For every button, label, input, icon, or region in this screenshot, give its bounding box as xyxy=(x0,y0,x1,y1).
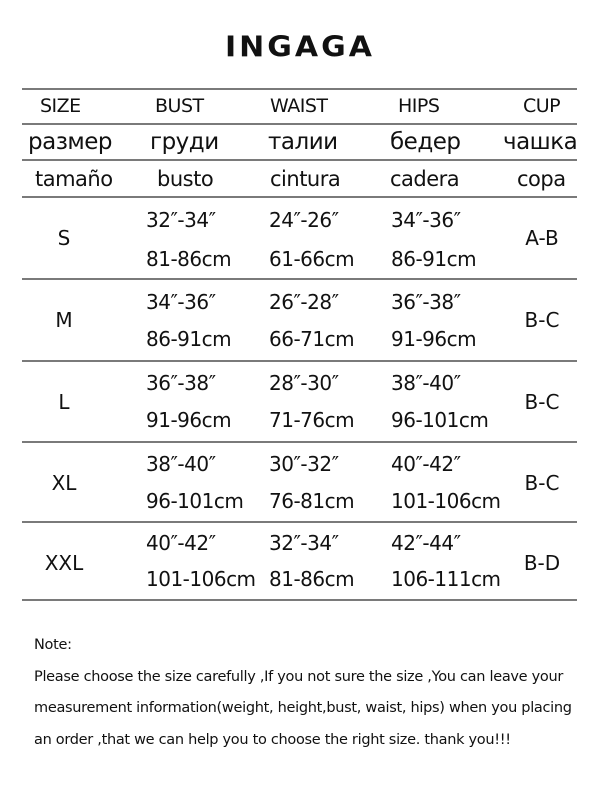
header-bust-ru: груди xyxy=(150,129,219,155)
header-size: SIZE xyxy=(40,95,81,117)
hips-inches: 36″-38″ xyxy=(391,290,461,314)
header-row-spanish xyxy=(0,162,600,196)
hips-inches: 42″-44″ xyxy=(391,531,461,555)
header-hips-ru: бедер xyxy=(390,129,461,155)
cup-range: B-C xyxy=(524,471,560,495)
cup-range: B-C xyxy=(524,308,560,332)
hips-inches: 34″-36″ xyxy=(391,208,461,232)
header-waist: WAIST xyxy=(270,95,328,117)
header-hips-es: cadera xyxy=(390,167,460,191)
bust-inches: 36″-38″ xyxy=(146,371,216,395)
bust-inches: 32″-34″ xyxy=(146,208,216,232)
cup-range: B-D xyxy=(523,551,561,575)
header-bust: BUST xyxy=(155,95,204,117)
hips-inches: 40″-42″ xyxy=(391,452,461,476)
size-label: S xyxy=(57,226,71,250)
bust-inches: 38″-40″ xyxy=(146,452,216,476)
waist-inches: 30″-32″ xyxy=(269,452,339,476)
waist-inches: 28″-30″ xyxy=(269,371,339,395)
header-waist-ru: талии xyxy=(268,129,338,155)
table-row-xl xyxy=(0,443,600,523)
bust-cm: 101-106cm xyxy=(146,567,256,591)
hips-cm: 86-91cm xyxy=(391,247,477,271)
size-label: L xyxy=(58,390,70,414)
header-cup-ru: чашка xyxy=(503,129,578,155)
note-line: Please choose the size carefully ,If you not sure the size ,You can leave your xyxy=(34,668,564,685)
bust-cm: 91-96cm xyxy=(146,408,232,432)
table-row-m xyxy=(0,280,600,360)
size-label: XXL xyxy=(44,551,84,575)
header-waist-es: cintura xyxy=(270,167,341,191)
header-size-es: tamaño xyxy=(35,167,113,191)
header-row-english xyxy=(0,91,600,121)
waist-inches: 26″-28″ xyxy=(269,290,339,314)
waist-inches: 32″-34″ xyxy=(269,531,339,555)
table-row-s xyxy=(0,198,600,278)
bust-inches: 34″-36″ xyxy=(146,290,216,314)
bust-cm: 96-101cm xyxy=(146,489,244,513)
hips-cm: 106-111cm xyxy=(391,567,501,591)
table-rule xyxy=(22,159,577,161)
hips-inches: 38″-40″ xyxy=(391,371,461,395)
table-rule-top xyxy=(22,88,577,90)
hips-cm: 91-96cm xyxy=(391,327,477,351)
note-line: an order ,that we can help you to choose the right size. thank you!!! xyxy=(34,731,511,748)
header-hips: HIPS xyxy=(398,95,440,117)
note-title: Note: xyxy=(34,637,72,653)
note-section xyxy=(34,630,594,756)
waist-cm: 71-76cm xyxy=(269,408,355,432)
waist-cm: 61-66cm xyxy=(269,247,355,271)
header-size-ru: размер xyxy=(28,129,113,155)
waist-cm: 76-81cm xyxy=(269,489,355,513)
header-bust-es: busto xyxy=(157,167,214,191)
size-label: M xyxy=(55,308,73,332)
header-row-russian xyxy=(0,125,600,159)
hips-cm: 101-106cm xyxy=(391,489,501,513)
bust-cm: 86-91cm xyxy=(146,327,232,351)
header-cup: CUP xyxy=(523,95,561,117)
bust-inches: 40″-42″ xyxy=(146,531,216,555)
header-cup-es: copa xyxy=(517,167,566,191)
table-row-xxl xyxy=(0,523,600,603)
bust-cm: 81-86cm xyxy=(146,247,232,271)
table-row-l xyxy=(0,362,600,442)
size-label: XL xyxy=(51,471,77,495)
hips-cm: 96-101cm xyxy=(391,408,489,432)
cup-range: B-C xyxy=(524,390,560,414)
waist-cm: 66-71cm xyxy=(269,327,355,351)
note-line: measurement information(weight, height,bust, waist, hips) when you placing xyxy=(34,700,572,716)
waist-cm: 81-86cm xyxy=(269,567,355,591)
waist-inches: 24″-26″ xyxy=(269,208,339,232)
cup-range: A-B xyxy=(525,226,559,250)
brand-logo: INGAGA xyxy=(225,30,375,65)
